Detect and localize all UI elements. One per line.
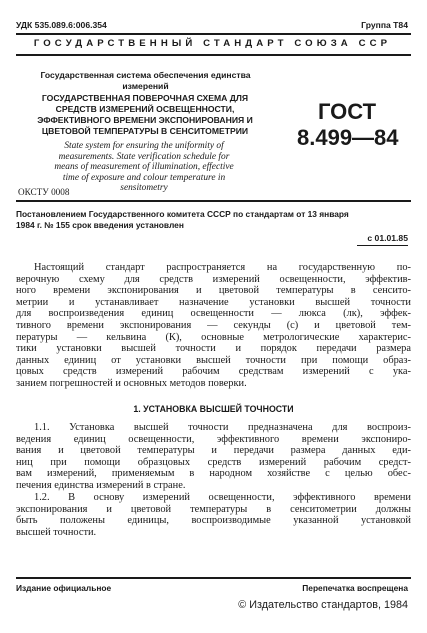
gost-number: 8.499—84	[297, 125, 399, 150]
paragraph-line: ниц при помощи образцовых средств измерений рабочим средст-	[16, 456, 411, 468]
footer-rule	[16, 577, 411, 579]
section-heading: 1. УСТАНОВКА ВЫСШЕЙ ТОЧНОСТИ	[133, 404, 294, 414]
paragraph-line: тики установки высшей точности и порядок передачи размера	[16, 343, 411, 355]
paragraph-line: ного времени экспонирования и цветовой температуры в сенсито-	[16, 285, 411, 297]
paragraph-line: цовых средств измерений рабочим средствам измерений с ука-	[16, 366, 411, 378]
document-title-line: ЦВЕТОВОЙ ТЕМПЕРАТУРЫ В СЕНСИТОМЕТРИИ	[41, 126, 249, 136]
english-title-line: means of measurement of illumination, effective	[54, 162, 234, 173]
paragraph-line: 1.1. Установка высшей точности предназначена для воспроиз-	[34, 422, 411, 433]
top-rule	[16, 33, 411, 35]
group-code: Группа Т84	[361, 20, 408, 30]
paragraph-line: экспонирования и цветовой температуры в сенситометрии должны	[16, 503, 411, 515]
clause-1-1	[16, 422, 411, 492]
udk-code: УДК 535.089.6:006.354	[16, 20, 107, 30]
effective-date-underline	[357, 245, 408, 246]
paragraph-line: быть положены единицы, воспроизводимые указанной установкой	[16, 515, 411, 527]
paragraph-line: занием погрешностей и основных методов поверки.	[16, 377, 247, 389]
system-title-line: измерений	[122, 81, 169, 91]
english-title-line: sensitometry	[120, 183, 168, 194]
clause-1-2	[16, 492, 411, 538]
decree-text	[16, 209, 411, 231]
document-title	[16, 93, 274, 137]
system-title	[18, 70, 273, 92]
official-edition-label: Издание официальное	[16, 583, 112, 593]
paragraph-line: метрии и устанавливает назначение установки высшей точности	[16, 296, 411, 308]
paragraph-line: 1.2. В основу измерений освещенности, эффективного времени	[34, 492, 411, 503]
paragraph-line: вам измерений, применяемым в народном хозяйстве с целью обес-	[16, 468, 411, 480]
decree-line: Постановлением Государственного комитета СССР по стандартам от 13 января	[16, 209, 349, 219]
paragraph-line: высшей точности.	[16, 526, 97, 538]
document-title-line: ГОСУДАРСТВЕННАЯ ПОВЕРОЧНАЯ СХЕМА ДЛЯ	[41, 93, 249, 103]
paragraph-line: данных единиц от установки высшей точности при помощи образ-	[16, 354, 411, 366]
english-title-line: time of exposure and colour temperature in	[62, 172, 226, 183]
standard-banner: ГОСУДАРСТВЕННЫЙ СТАНДАРТ СОЮЗА ССР	[33, 38, 392, 49]
english-title-line: State system for ensuring the uniformity of	[64, 141, 224, 151]
paragraph-line: тивного времени экспонирования — секунды (с) и цветовой тем-	[16, 319, 411, 331]
paragraph-line: вания и цветовой температуры и передачи размера данных еди-	[16, 445, 411, 457]
banner-rule	[16, 54, 411, 56]
reprint-notice: Перепечатка воспрещена	[302, 583, 408, 593]
paragraph-line: пературы — кельвина (К), основные метрологические характерис-	[16, 331, 411, 343]
intro-paragraph	[16, 262, 411, 390]
gost-label: ГОСТ	[317, 99, 377, 124]
paragraph-line: печения единства измерений в стране.	[16, 479, 186, 491]
copyright-notice: © Издательство стандартов, 1984	[238, 599, 408, 611]
effective-date: с 01.01.85	[367, 233, 408, 243]
document-title-line: СРЕДСТВ ИЗМЕРЕНИЙ ОСВЕЩЕННОСТИ,	[55, 104, 235, 114]
paragraph-line: ведения единиц освещенности, эффективного времени экспониро-	[16, 433, 411, 445]
system-title-line: Государственная система обеспечения единства	[40, 70, 251, 80]
paragraph-line: Настоящий стандарт распространяется на государственную по-	[34, 262, 411, 273]
document-title-line: ЭФФЕКТИВНОГО ВРЕМЕНИ ЭКСПОНИРОВАНИЯ И	[37, 115, 253, 125]
paragraph-line: верочную схему для средств измерений освещенности, эффектив-	[16, 273, 411, 285]
paragraph-line: для воспроизведения единиц освещенности — люкса (лк), эффек-	[16, 308, 411, 320]
english-title-line: measurements. State verification schedule for	[58, 151, 230, 162]
okstu-code: ОКСТУ 0008	[18, 187, 70, 197]
title-block-rule	[16, 200, 411, 202]
decree-line: 1984 г. № 155 срок введения установлен	[16, 220, 184, 231]
